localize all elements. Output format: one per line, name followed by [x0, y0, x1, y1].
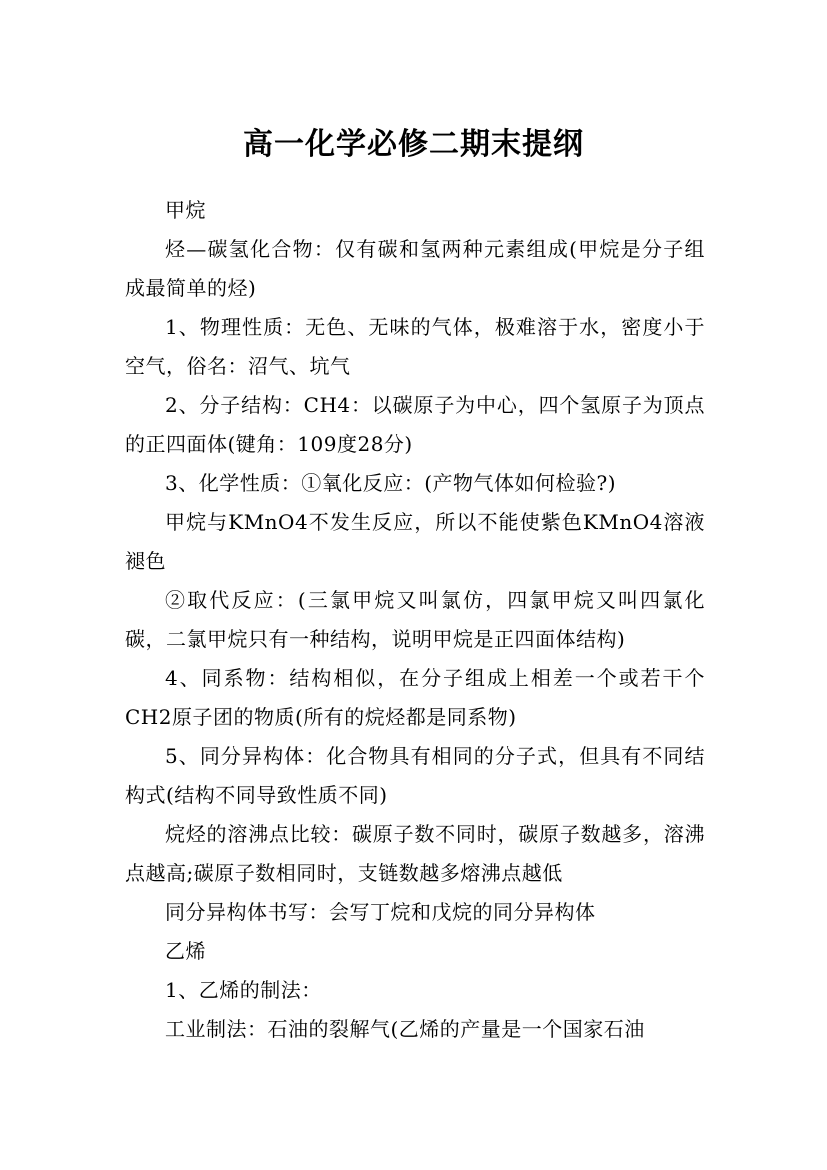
- paragraph-ethylene-preparation: 1、乙烯的制法：: [165, 978, 322, 1002]
- paragraph-substitution-reaction: ②取代反应：(三氯甲烷又叫氯仿，四氯甲烷又叫四氯化碳，二氯甲烷只有一种结构，说明甲烷是正四面体结构): [125, 588, 705, 651]
- section-heading-methane: 甲烷: [165, 198, 206, 222]
- document-title: 高一化学必修二期末提纲: [243, 127, 584, 163]
- paragraph-boiling-points: 烷烃的溶沸点比较：碳原子数不同时，碳原子数越多，溶沸点越高;碳原子数相同时，支链数越多熔沸点越低: [125, 822, 705, 885]
- paragraph-physical-properties: 1、物理性质：无色、无味的气体，极难溶于水，密度小于空气，俗名：沼气、坑气: [125, 315, 705, 378]
- document-body: [125, 191, 705, 1049]
- paragraph-molecular-structure: 2、分子结构：CH4：以碳原子为中心，四个氢原子为顶点的正四面体(键角：109度28分): [125, 393, 705, 456]
- paragraph-industrial-preparation: 工业制法：石油的裂解气(乙烯的产量是一个国家石油: [165, 1017, 645, 1041]
- paragraph-isomer-writing: 同分异构体书写：会写丁烷和戊烷的同分异构体: [165, 900, 596, 924]
- paragraph-chemical-properties: 3、化学性质：①氧化反应：(产物气体如何检验?): [165, 471, 617, 495]
- section-heading-ethylene: 乙烯: [165, 939, 206, 963]
- paragraph-hydrocarbon-definition: 烃—碳氢化合物：仅有碳和氢两种元素组成(甲烷是分子组成最简单的烃): [125, 237, 705, 300]
- paragraph-kmno4-reaction: 甲烷与KMnO4不发生反应，所以不能使紫色KMnO4溶液褪色: [125, 510, 705, 573]
- paragraph-isomers: 5、同分异构体：化合物具有相同的分子式，但具有不同结构式(结构不同导致性质不同): [125, 744, 705, 807]
- paragraph-homologues: 4、同系物：结构相似，在分子组成上相差一个或若干个CH2原子团的物质(所有的烷烃都是同系物): [125, 666, 705, 729]
